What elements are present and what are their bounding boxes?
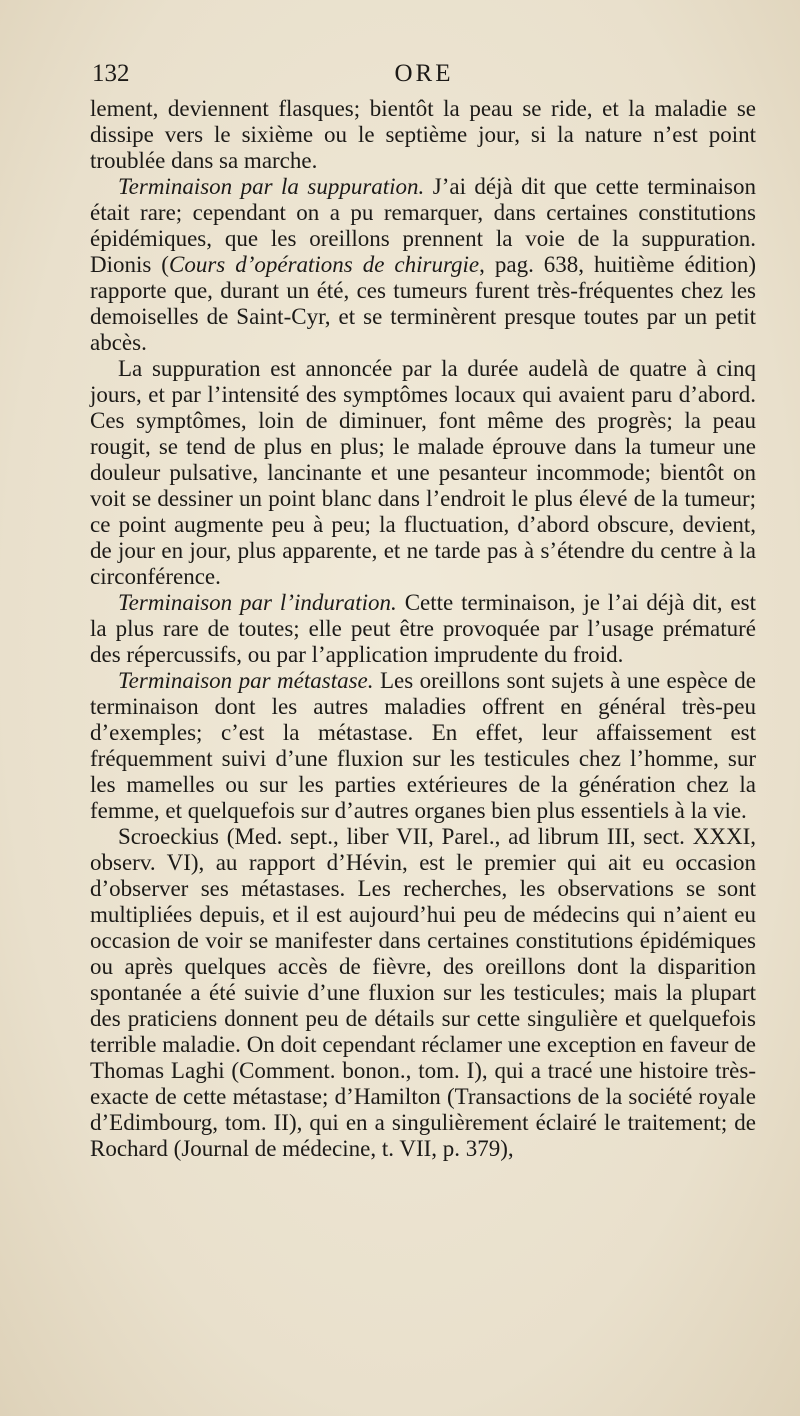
page-header xyxy=(92,60,756,94)
page-number: 132 xyxy=(92,60,130,87)
paragraph-3: La suppuration est annoncée par la durée audelà de quatre à cinq jours, et par l’intensité des symptômes locaux qui avaient paru d’abord. Ces symptômes, loin de diminuer, font même des progrès; la peau rougit, se tend de plus en plus; le malade éprouve dans la tumeur une douleur pulsative, lancinante et une pesanteur incommode; bientôt on voit se dessiner un point blanc dans l’endroit le plus élevé de la tumeur; ce point augmente peu à peu; la fluctuation, d’abord obscure, devient, de jour en jour, plus apparente, et ne tarde pas à s’étendre du centre à la circonférence. xyxy=(90,356,756,589)
section-heading-induration: Terminaison par l’induration. xyxy=(118,590,397,615)
paragraph-6: Scroeckius (Med. sept., liber VII, Parel., ad librum III, sect. XXXI, observ. VI), au rapport d’Hévin, est le premier qui ait eu occasion d’observer ses métastases. Les recherches, les observations se sont multipliées depuis, et il est aujourd’hui peu de médecins qui n’aient eu occasion de voir se manifester dans certaines constitutions épidémiques ou après quelques accès de fièvre, des oreillons dont la disparition spontanée a été suivie d’une fluxion sur les testicules; mais la plupart des praticiens donnent peu de détails sur cette singulière et quelquefois terrible maladie. On doit cependant réclamer une exception en faveur de Thomas Laghi (Comment. bonon., tom. I), qui a tracé une histoire très-exacte de cette métastase; d’Hamilton (Transactions de la société royale d’Edimbourg, tom. II), qui en a singulièrement éclairé le traitement; de Rochard (Journal de médecine, t. VII, p. 379), xyxy=(90,824,756,1161)
paragraph-1: lement, deviennent flasques; bientôt la peau se ride, et la maladie se dissipe vers le sixième ou le septième jour, si la nature n’est point troublée dans sa marche. xyxy=(90,96,756,173)
paragraph-2: Terminaison par la suppuration. J’ai déjà dit que cette terminaison était rare; cependant on a pu remarquer, dans certaines constitutions épidémiques, que les oreillons prennent la voie de la suppuration. Dionis (Cours d’opérations de chirurgie, pag. 638, huitième édition) rapporte que, durant un été, ces tumeurs furent très-fréquentes chez les demoiselles de Saint-Cyr, et se terminèrent presque toutes par un petit abcès. xyxy=(90,174,757,355)
paragraph-5: Terminaison par métastase. Les oreillons sont sujets à une espèce de terminaison dont les autres maladies offrent en général très-peu d’exemples; c’est la métastase. En effet, leur affaissement est fréquemment suivi d’une fluxion sur les testicules chez l’homme, sur les mamelles ou sur les parties extérieures de la génération chez la femme, et quelquefois sur d’autres organes bien plus essentiels à la vie. xyxy=(90,668,757,823)
section-heading-suppuration: Terminaison par la suppuration. xyxy=(118,174,425,199)
running-head: ORE xyxy=(394,60,454,87)
paragraph-4: Terminaison par l’induration. Cette terminaison, je l’ai déjà dit, est la plus rare de toutes; elle peut être provoquée par l’usage prématuré des répercussifs, ou par l’application imprudente du froid. xyxy=(90,590,756,667)
section-heading-metastase: Terminaison par métastase. xyxy=(118,668,374,693)
page-body xyxy=(90,96,756,1162)
